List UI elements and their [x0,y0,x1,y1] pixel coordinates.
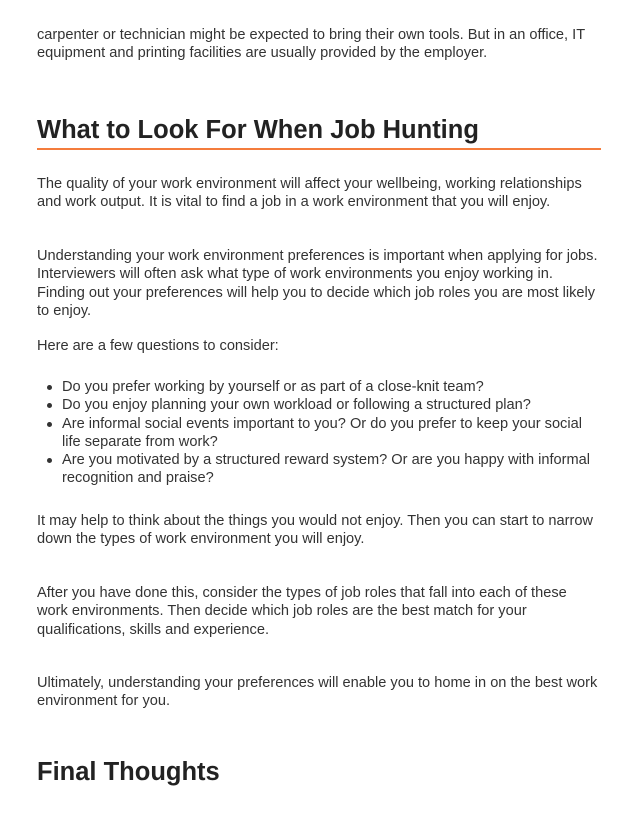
body-paragraph: The quality of your work environment will affect your wellbeing, working relationships and work output. It is vital to find a job in a work environment that you will enjoy. [37,176,582,211]
body-paragraph: Understanding your work environment preferences is important when applying for jobs. Interviewers will often ask what type of work environments you enjoy working in. Finding out your preferences will help you to decide which job roles you are most likely to enjoy. [37,248,598,319]
list-item [62,451,601,488]
list-item-text: Are informal social events important to you? Or do you prefer to keep your social life separate from work? [62,415,582,450]
questions-intro-paragraph: Here are a few questions to consider: [37,338,279,354]
list-item [62,378,601,396]
list-item [62,396,601,414]
questions-list [37,378,601,488]
body-paragraph: After you have done this, consider the types of job roles that fall into each of these work environments. Then decide which job roles are the best match for your qualifications, skills and experience. [37,585,567,638]
bullet-icon [47,458,52,463]
body-paragraph: It may help to think about the things you would not enjoy. Then you can start to narrow down the types of work environment you will enjoy. [37,513,593,548]
list-item-text: Do you enjoy planning your own workload or following a structured plan? [62,397,531,414]
final-thoughts-heading: Final Thoughts [37,758,220,786]
list-item-text: Do you prefer working by yourself or as part of a close-knit team? [62,379,484,395]
intro-paragraph: carpenter or technician might be expected to bring their own tools. But in an office, IT equipment and printing facilities are usually provided by the employer. [37,27,585,62]
bullet-icon [47,385,52,390]
list-item [62,415,601,452]
section-heading: What to Look For When Job Hunting [37,116,479,144]
list-item-text: Are you motivated by a structured reward system? Or are you happy with informal recognition and praise? [62,452,591,487]
bullet-icon [47,403,52,408]
bullet-icon [47,422,52,427]
body-paragraph: Ultimately, understanding your preferences will enable you to home in on the best work environment for you. [37,675,598,710]
heading-underline-rule [37,148,601,150]
